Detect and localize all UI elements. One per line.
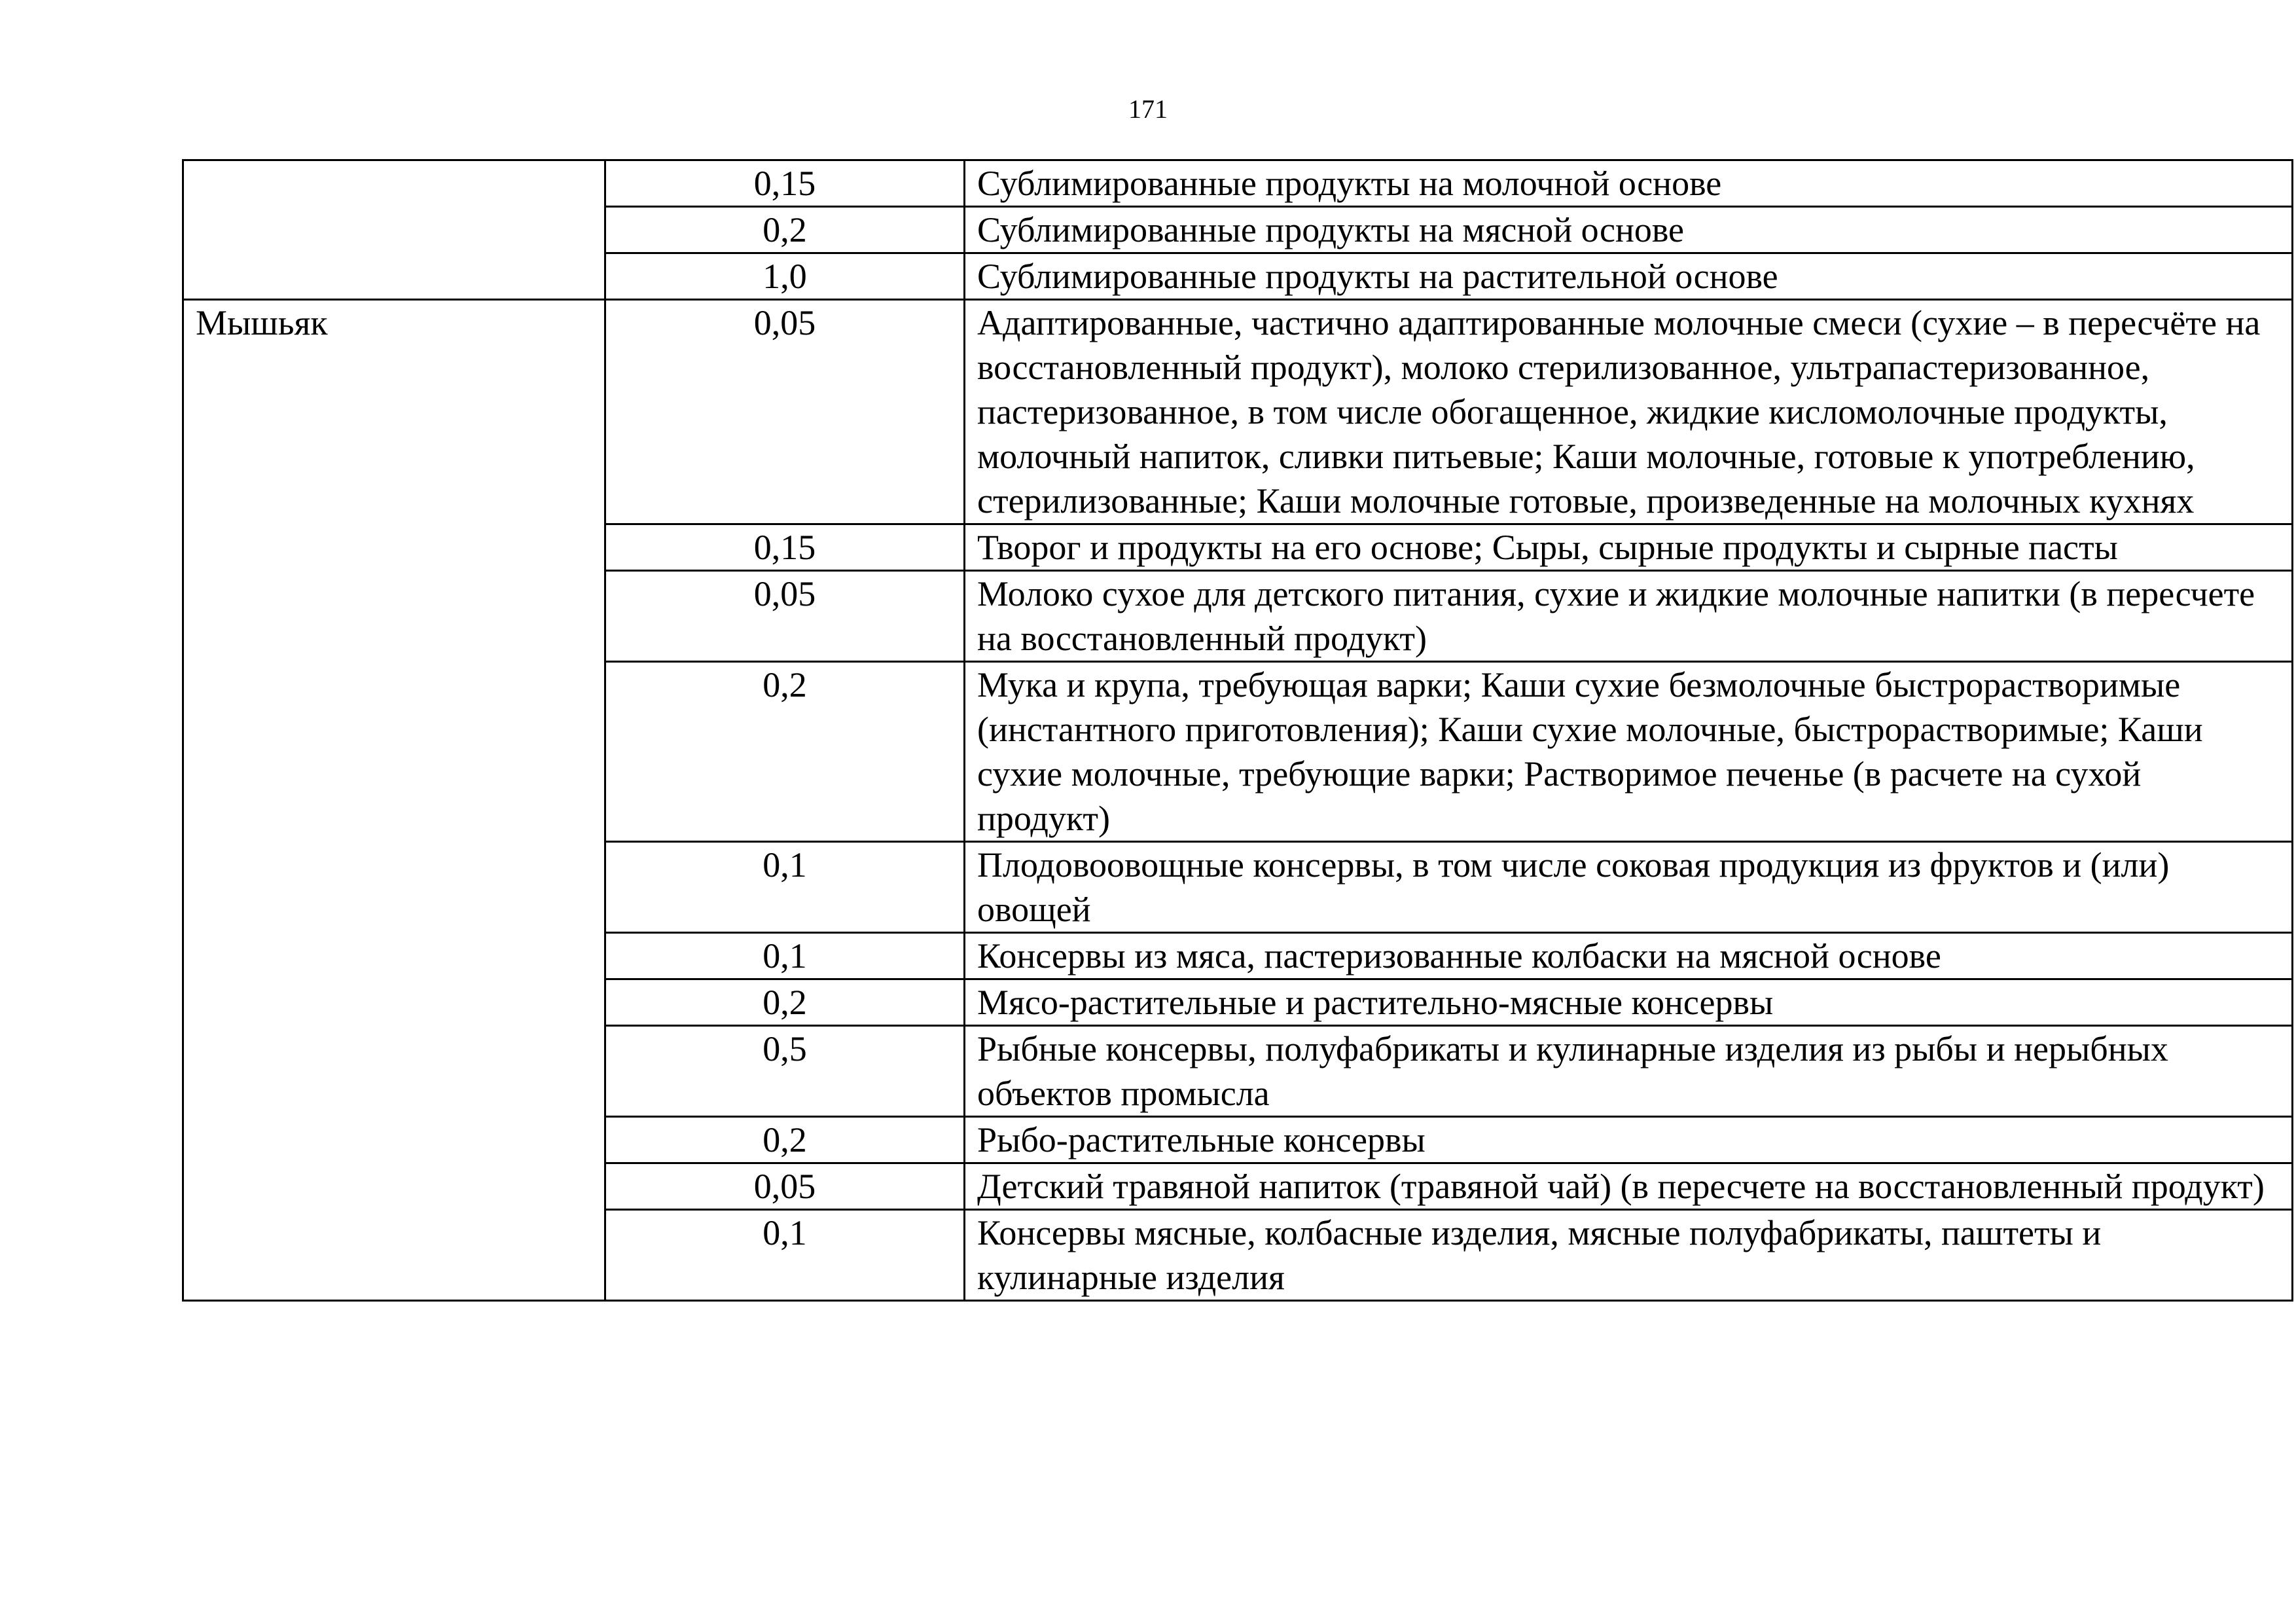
- limit-value-cell: 0,2: [605, 662, 965, 842]
- product-cell: Рыбо-растительные консервы: [965, 1117, 2293, 1163]
- product-cell: Мука и крупа, требующая варки; Каши сухие безмолочные быстрорастворимые (инстантного приготовления); Каши сухие молочные, быстрорастворимые; Каши сухие молочные, требующие варки; Растворимое печенье (в расчете на сухой продукт): [965, 662, 2293, 842]
- norms-table: [182, 159, 2293, 1302]
- limit-value-cell: 0,05: [605, 1163, 965, 1210]
- product-cell: Рыбные консервы, полуфабрикаты и кулинарные изделия из рыбы и нерыбных объектов промысла: [965, 1026, 2293, 1117]
- table-row: [183, 300, 2293, 524]
- product-cell: Сублимированные продукты на растительной основе: [965, 253, 2293, 300]
- product-cell: Адаптированные, частично адаптированные молочные смеси (сухие – в пересчёте на восстановленный продукт), молоко стерилизованное, ультрапастеризованное, пастеризованное, в том числе обогащенное, жидкие кисломолочные продукты, молочный напиток, сливки питьевые; Каши молочные, готовые к употреблению, стерилизованные; Каши молочные готовые, произведенные на молочных кухнях: [965, 300, 2293, 524]
- substance-cell: [183, 160, 605, 300]
- limit-value-cell: 0,1: [605, 933, 965, 979]
- limit-value-cell: 0,2: [605, 979, 965, 1026]
- limit-value-cell: 0,2: [605, 1117, 965, 1163]
- page-number: 171: [1128, 94, 1168, 124]
- limit-value-cell: 0,15: [605, 524, 965, 571]
- product-cell: Сублимированные продукты на мясной основе: [965, 207, 2293, 253]
- limit-value-cell: 0,05: [605, 300, 965, 524]
- limit-value-cell: 0,5: [605, 1026, 965, 1117]
- product-cell: Консервы мясные, колбасные изделия, мясные полуфабрикаты, паштеты и кулинарные изделия: [965, 1210, 2293, 1301]
- substance-cell: Мышьяк: [183, 300, 605, 1301]
- product-cell: Творог и продукты на его основе; Сыры, сырные продукты и сырные пасты: [965, 524, 2293, 571]
- limit-value-cell: 0,1: [605, 842, 965, 933]
- product-cell: Консервы из мяса, пастеризованные колбаски на мясной основе: [965, 933, 2293, 979]
- limit-value-cell: 0,2: [605, 207, 965, 253]
- limit-value-cell: 0,15: [605, 160, 965, 207]
- table-row: [183, 160, 2293, 207]
- product-cell: Сублимированные продукты на молочной основе: [965, 160, 2293, 207]
- product-cell: Плодовоовощные консервы, в том числе соковая продукция из фруктов и (или) овощей: [965, 842, 2293, 933]
- product-cell: Детский травяной напиток (травяной чай) (в пересчете на восстановленный продукт): [965, 1163, 2293, 1210]
- limit-value-cell: 0,05: [605, 571, 965, 662]
- product-cell: Мясо-растительные и растительно-мясные консервы: [965, 979, 2293, 1026]
- limit-value-cell: 1,0: [605, 253, 965, 300]
- limit-value-cell: 0,1: [605, 1210, 965, 1301]
- product-cell: Молоко сухое для детского питания, сухие и жидкие молочные напитки (в пересчете на восстановленный продукт): [965, 571, 2293, 662]
